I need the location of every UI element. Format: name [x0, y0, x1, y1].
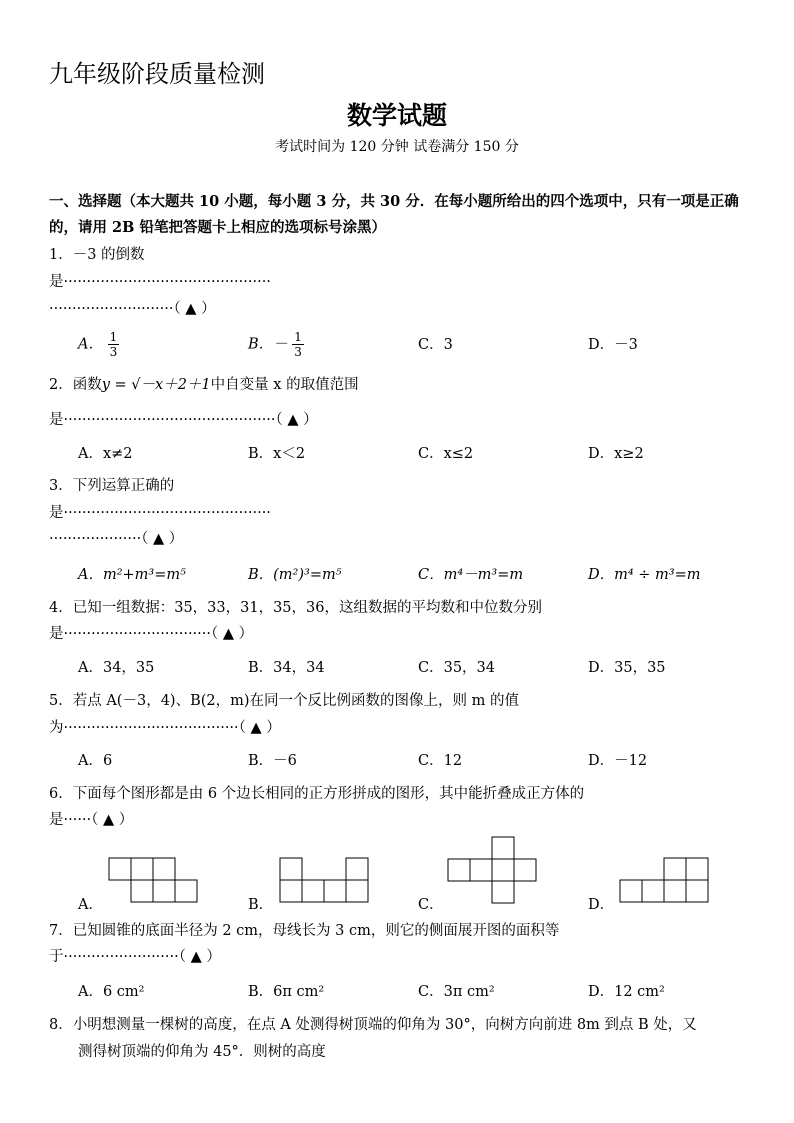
- question-5-stem: 5．若点 A(－3，4)、B(2，m)在同一个反比例函数的图像上，则 m 的值: [49, 693, 519, 709]
- page-title: 数学试题: [346, 101, 447, 130]
- question-8-stem-2: 测得树顶端的仰角为 45°．则树的高度: [78, 1044, 326, 1060]
- question-4-stem: 4．已知一组数据：35，33，31，35，36，这组数据的平均数和中位数分别: [49, 600, 542, 616]
- question-6-option-a: A．: [78, 897, 103, 913]
- question-3-stem: 3．下列运算正确的: [49, 478, 175, 494]
- document-header: 九年级阶段质量检测: [49, 60, 265, 88]
- question-5-option-c: C．12: [418, 753, 463, 769]
- question-4-option-b: B．34，34: [248, 660, 325, 676]
- question-2-stem: 2．函数y = √－x＋2＋1中自变量 x 的取值范围: [49, 377, 359, 393]
- cube-net-c: [447, 836, 539, 904]
- question-1-answer-line: 是·············································: [49, 274, 271, 290]
- question-2-answer-line: 是··············································（ ▲ ）: [49, 412, 318, 428]
- question-2-option-b: B．x＜2: [248, 446, 306, 462]
- question-7-option-d: D．12 cm²: [588, 984, 665, 1000]
- question-4-option-d: D．35，35: [588, 660, 666, 676]
- question-1-option-b: B．－ $\frac{1}{3}$: [248, 330, 302, 359]
- question-7-answer-line: 于·························（ ▲ ）: [49, 949, 221, 965]
- cube-net-a: [108, 857, 200, 903]
- question-3-option-a: A．m²+m³=m⁵: [78, 567, 186, 583]
- question-2-option-c: C．x≤2: [418, 446, 474, 462]
- question-6-option-b: B．: [248, 897, 274, 913]
- question-1-stem: 1．－3 的倒数: [49, 247, 145, 263]
- fraction: $\frac{1}{3}$: [294, 330, 302, 359]
- question-7-option-a: A．6 cm²: [78, 984, 145, 1000]
- question-7-option-b: B．6π cm²: [248, 984, 325, 1000]
- question-6-option-d: D．: [588, 897, 615, 913]
- question-2-option-d: D．x≥2: [588, 446, 644, 462]
- question-5-option-d: D．－12: [588, 753, 648, 769]
- question-5-option-a: A．6: [78, 753, 113, 769]
- question-6-stem: 6．下面每个图形都是由 6 个边长相同的正方形拼成的图形，其中能折叠成正方体的: [49, 786, 585, 802]
- question-4-option-c: C．35，34: [418, 660, 495, 676]
- section-heading: 一、选择题（本大题共 10 小题，每小题 3 分，共 30 分．在每小题所给出的四个选项中，只有一项是正确的，请用 2B 铅笔把答题卡上相应的选项标号涂黑）: [49, 193, 739, 236]
- question-6-answer-line: 是······（ ▲ ）: [49, 812, 134, 828]
- question-3-option-c: C．m⁴－m³=m: [418, 567, 524, 583]
- question-6-option-c: C．: [418, 897, 444, 913]
- question-1-option-a: A． $\frac{1}{3}$: [78, 330, 118, 359]
- formula: y = √－x＋2＋1: [101, 377, 211, 393]
- exam-info: 考试时间为 120 分钟 试卷满分 150 分: [275, 139, 519, 155]
- question-5-answer-line: 为······································（ ▲ ）: [49, 720, 281, 736]
- question-7-option-c: C．3π cm²: [418, 984, 495, 1000]
- question-3-option-b: B．(m²)³=m⁵: [248, 567, 342, 583]
- question-8-stem: 8．小明想测量一棵树的高度，在点 A 处测得树顶端的仰角为 30°，向树方向前进 8m 到点 B 处，又: [49, 1017, 697, 1033]
- question-1-option-c: C．3: [418, 337, 453, 353]
- question-3-option-d: D．m⁴ ÷ m³=m: [588, 567, 701, 583]
- question-3-answer-line-2: ····················（ ▲ ）: [49, 531, 184, 547]
- cube-net-b: [279, 857, 371, 903]
- question-4-answer-line: 是································（ ▲ ）: [49, 626, 254, 642]
- fraction: $\frac{1}{3}$: [109, 330, 118, 359]
- question-1-answer-line-2: ···························（ ▲ ）: [49, 301, 216, 317]
- question-4-option-a: A．34，35: [78, 660, 155, 676]
- question-2-option-a: A．x≠2: [78, 446, 133, 462]
- question-3-answer-line: 是·············································: [49, 505, 271, 521]
- cube-net-d: [619, 857, 711, 903]
- question-7-stem: 7．已知圆锥的底面半径为 2 cm，母线长为 3 cm，则它的侧面展开图的面积等: [49, 923, 560, 939]
- question-5-option-b: B．－6: [248, 753, 297, 769]
- question-1-option-d: D．－3: [588, 337, 638, 353]
